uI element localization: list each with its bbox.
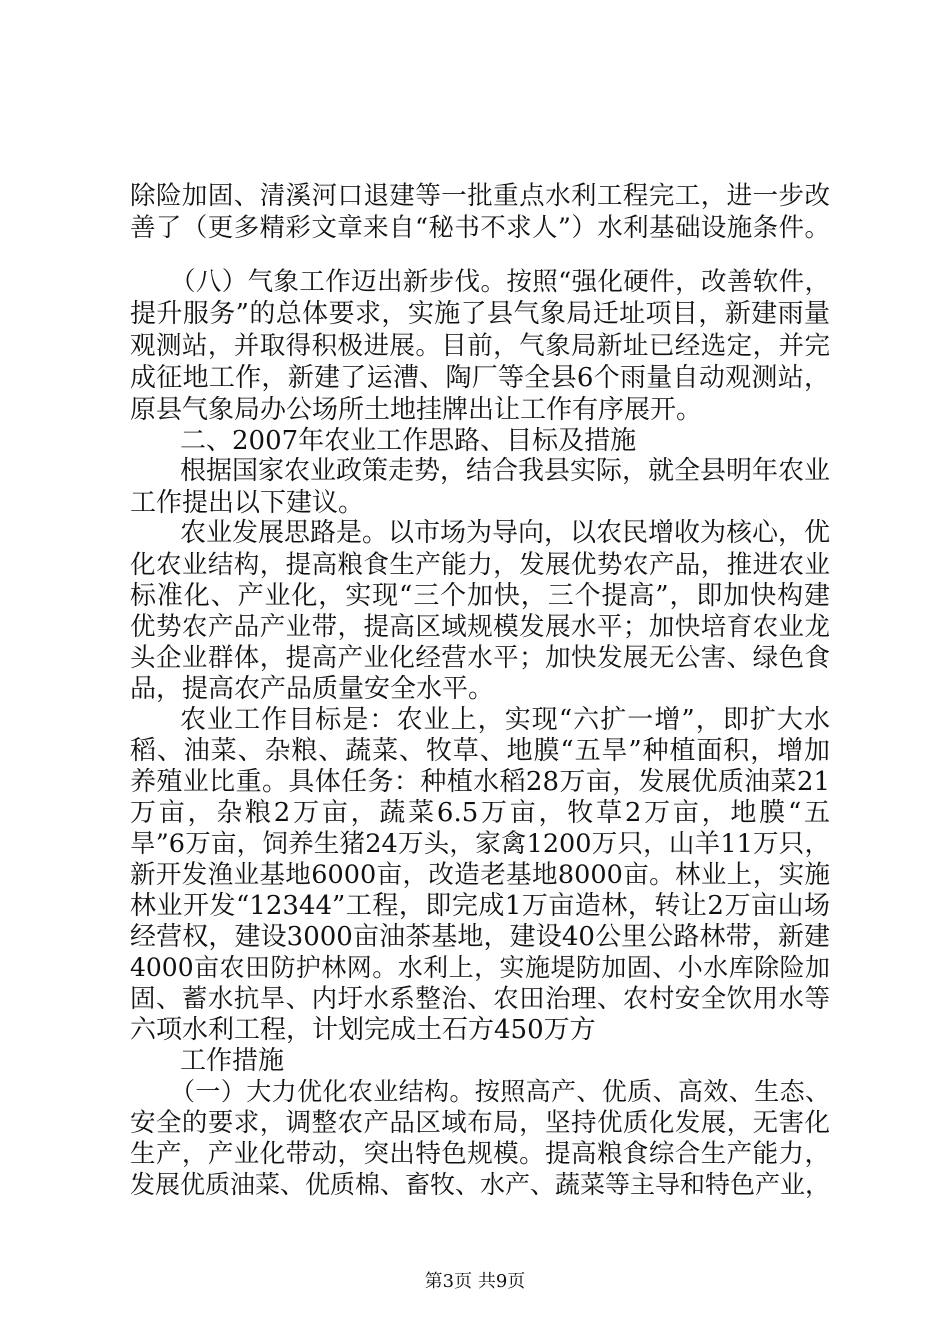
text-line-12: 化农业结构，提高粮食生产能力，发展优势农产品，推进农业 [130,550,830,580]
text-line-22: 新开发渔业基地6000亩，改造老基地8000亩。林业上，实施 [130,860,830,890]
text-line-10: 工作提出以下建议。 [130,488,365,518]
text-line-6: 成征地工作，新建了运漕、陶厂等全县6个雨量自动观测站， [130,363,830,393]
section-heading: 二、2007年农业工作思路、目标及措施 [180,426,637,456]
text-line-11: 农业发展思路是。以市场为导向，以农民增收为核心，优 [180,518,831,548]
text-line-3: （八）气象工作迈出新步伐。按照“强化硬件，改善软件， [170,267,830,297]
text-line-19: 养殖业比重。具体任务：种植水稻28万亩，发展优质油菜21 [130,767,830,797]
text-line-18: 稻、油菜、杂粮、蔬菜、牧草、地膜“五旱”种植面积，增加 [130,736,830,766]
text-line-4: 提升服务”的总体要求，实施了县气象局迁址项目，新建雨量 [130,299,830,329]
text-line-26: 固、蓄水抗旱、内圩水系整治、农田治理、农村安全饮用水等 [130,984,830,1014]
text-line-24: 经营权，建设3000亩油茶基地，建设40公里公路林带，新建 [130,922,830,952]
text-line-5: 观测站，并取得积极进展。目前，气象局新址已经选定，并完 [130,331,830,361]
text-line-1: 除险加固、清溪河口退建等一批重点水利工程完工，进一步改 [130,181,830,211]
text-line-27: 六项水利工程，计划完成土石方450万方 [130,1015,596,1045]
subheading-measures: 工作措施 [180,1046,285,1076]
text-line-13: 标准化、产业化，实现“三个加快，三个提高”，即加快构建 [130,581,830,611]
text-line-14: 优势农产品产业带，提高区域规模发展水平；加快培育农业龙 [130,612,830,642]
text-line-9: 根据国家农业政策走势，结合我县实际，就全县明年农业 [180,456,831,486]
text-line-16: 品，提高农产品质量安全水平。 [130,674,495,704]
text-line-15: 头企业群体，提高产业化经营水平；加快发展无公害、绿色食 [130,643,830,673]
text-line-25: 4000亩农田防护林网。水利上，实施堤防加固、小水库除险加 [130,953,830,982]
text-line-29: （一）大力优化农业结构。按照高产、优质、高效、生态、 [170,1077,830,1106]
text-line-30: 安全的要求，调整农产品区域布局，坚持优质化发展，无害化 [130,1108,830,1138]
text-line-23: 林业开发“12344”工程，即完成1万亩造林，转让2万亩山场 [130,891,830,921]
text-line-32: 发展优质油菜、优质棉、畜牧、水产、蔬菜等主导和特色产业， [130,1170,831,1199]
text-line-7: 原县气象局办公场所土地挂牌出让工作有序展开。 [130,395,703,425]
text-line-21: 旱”6万亩，饲养生猪24万头，家禽1200万只，山羊11万只， [130,829,830,859]
text-line-17: 农业工作目标是：农业上，实现“六扩一增”，即扩大水 [180,705,830,735]
text-line-2: 善了（更多精彩文章来自“秘书不求人”）水利基础设施条件。 [130,213,830,243]
text-line-20: 万亩，杂粮2万亩，蔬菜6.5万亩，牧草2万亩，地膜“五 [130,798,830,828]
text-line-31: 生产，产业化带动，突出特色规模。提高粮食综合生产能力， [130,1139,830,1169]
page-number-footer: 第3页 共9页 [424,1271,526,1292]
